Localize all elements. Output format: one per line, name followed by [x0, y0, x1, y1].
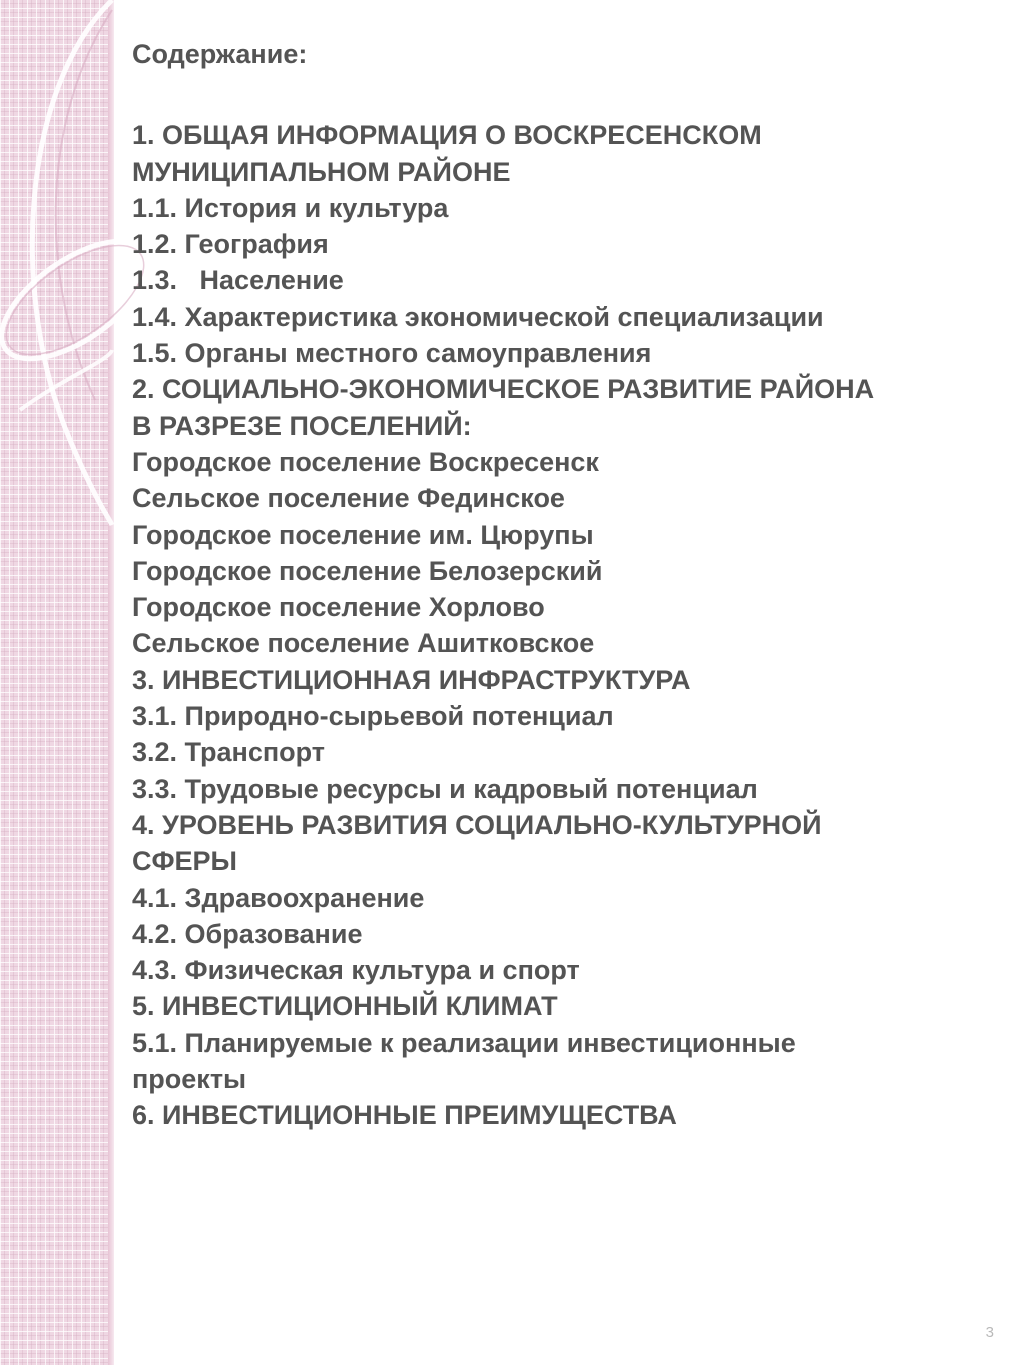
- toc-item: 3.3. Трудовые ресурсы и кадровый потенциал: [132, 773, 758, 804]
- toc-item: 4. УРОВЕНЬ РАЗВИТИЯ СОЦИАЛЬНО-КУЛЬТУРНОЙ: [132, 809, 822, 840]
- toc-item: 3. ИНВЕСТИЦИОННАЯ ИНФРАСТРУКТУРА: [132, 664, 691, 695]
- toc-item: В РАЗРЕЗЕ ПОСЕЛЕНИЙ:: [132, 410, 472, 441]
- table-of-contents: [132, 36, 992, 1134]
- toc-item: 1.4. Характеристика экономической специализации: [132, 301, 824, 332]
- toc-item: 3.2. Транспорт: [132, 737, 325, 768]
- toc-item: Городское поселение Белозерский: [132, 555, 603, 586]
- toc-item: 1.3. Население: [132, 265, 344, 296]
- toc-item: 1.2. География: [132, 229, 329, 260]
- page-number: 3: [985, 1324, 994, 1341]
- toc-item: Городское поселение им. Цюрупы: [132, 519, 594, 550]
- toc-item: 1.1. История и культура: [132, 192, 449, 223]
- toc-item: 4.2. Образование: [132, 918, 363, 949]
- toc-item: 4.3. Физическая культура и спорт: [132, 955, 580, 986]
- toc-item: Городское поселение Хорлово: [132, 592, 545, 623]
- toc-item: проекты: [132, 1064, 247, 1095]
- toc-item: Сельское поселение Ашитковское: [132, 628, 595, 659]
- toc-item: 3.1. Природно-сырьевой потенциал: [132, 701, 614, 732]
- toc-item: 2. СОЦИАЛЬНО-ЭКОНОМИЧЕСКОЕ РАЗВИТИЕ РАЙОНА: [132, 374, 875, 405]
- toc-item: 1.5. Органы местного самоуправления: [132, 338, 652, 369]
- toc-item: 5. ИНВЕСТИЦИОННЫЙ КЛИМАТ: [132, 991, 558, 1022]
- toc-item: 5.1. Планируемые к реализации инвестиционные: [132, 1027, 796, 1058]
- toc-item: 4.1. Здравоохранение: [132, 882, 425, 913]
- toc-item: МУНИЦИПАЛЬНОМ РАЙОНЕ: [132, 156, 511, 187]
- toc-item: СФЕРЫ: [132, 846, 237, 877]
- toc-item: 6. ИНВЕСТИЦИОННЫЕ ПРЕИМУЩЕСТВА: [132, 1100, 677, 1131]
- toc-heading: Содержание:: [132, 39, 308, 69]
- toc-item: Сельское поселение Фединское: [132, 483, 565, 514]
- toc-list: [132, 117, 992, 1133]
- toc-item: 1. ОБЩАЯ ИНФОРМАЦИЯ О ВОСКРЕСЕНСКОМ: [132, 120, 762, 151]
- toc-item: Городское поселение Воскресенск: [132, 446, 599, 477]
